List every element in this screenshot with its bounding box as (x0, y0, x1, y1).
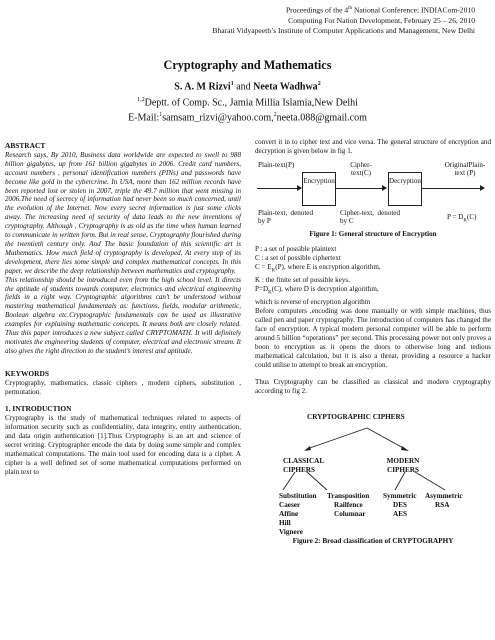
encryption-box: Encryption (302, 172, 336, 206)
leaf-railfence: Railfence (334, 501, 363, 510)
header-line-2: Computing For Nation Development, February 25 – 26, 2010 (288, 15, 475, 25)
node-transposition: Transposition (327, 492, 370, 501)
decryption-box: Decryption (388, 172, 422, 206)
decryption-formula: $P = D_K(C)$ (447, 212, 477, 224)
plain-text-label: Plain-text(P) (258, 160, 295, 169)
classification-paragraph: Thus Cryptography can be classified as classical and modern cryptography according to fig 2. (255, 378, 491, 396)
affiliation: $^{1,2}$Deptt. of Comp. Sc., Jamia Millia Islamia,New Delhi (137, 96, 358, 109)
leaf-aes: AES (393, 510, 407, 519)
author-block (0, 78, 495, 125)
conference-header (55, 4, 475, 36)
paper-title: Cryptography and Mathematics (163, 58, 332, 72)
abstract-paragraph-1: Research says, By 2010, Business data worldwide are expected to swell to 988 billion gigabytes, up from 161 billion gigabytes in 2006. Credit card numbers, account numbers , personal identification numbers (PINs) and passwords have become like gold in the cybercrime. In USA, more than 162 million records have been reported lost or stolen in 2007, triple the 49.7 million that went missing in 2006.The need of secrecy of information had never been so much concerned, until the evolution of the Internet. Now every secret information is just some clicks away. The increasing need of security of data leads to the new inventions of cryptography. Although , Cryptography is as old as the time when human learned to communicate in written form. But in real sense, Cryptography flourished during the twentieth century only. And The basic foundation of this scientific art is Mathematics. How much field of cryptography is developed, At every step of its development, there lies some simple and complex mathematical concepts. In this paper, we describe the deep relationship between mathematics and cryptography. (5, 150, 241, 275)
leaf-rsa: RSA (435, 501, 450, 510)
right-column (255, 138, 491, 546)
introduction-heading: 1. INTRODUCTION (5, 404, 72, 414)
leaf-des: DES (393, 501, 407, 510)
node-classical-ciphers: CLASSICAL CIPHERS (283, 457, 325, 475)
abstract-heading: ABSTRACT (5, 141, 46, 150)
cipher-text-denoted: Cipher-text, denoted by C (340, 208, 400, 226)
arrow-to-original (422, 188, 484, 189)
cipher-text-label: Cipher-text(C) (350, 160, 372, 178)
keywords-text: Cryptography, mathematics, classic ciphers , modern ciphers, substitution , permutation. (5, 378, 241, 396)
definition-decryption: $P=D_K(C)$, where D is decryption algorithm, (255, 284, 379, 296)
definition-k: K : the finite set of possible keys. (255, 275, 350, 284)
node-modern-ciphers: MODERN CIPHERS (386, 457, 420, 475)
author-names: S. A. M Rizvi$^1$ and Neeta Wadhwa$^2$ (174, 81, 321, 93)
left-column (5, 142, 241, 477)
abstract-paragraph-2: This relationship should be introduced even from the high school level. It directs the aptitude of students towards computer, electronics and electrical engineering fields in a right way. Cryptographic algorithms can’t be understood without mastering mathematical fundamentals as: functions, fields, modular arithmetic, Boolean algebra etc.Cryptographic fundamentals can be used as illustrative examples for explaining mathematic concepts. It means both are closely related. Thus this paper introduces a new subject called CRYPTOMATH. It will definitely motivates the engineering students of computer, electrical and electronic stream. It also gives the right direction to the student’s interest and aptitude. (5, 275, 241, 355)
node-substitution: Substitution (279, 492, 317, 501)
definition-reverse: which is reverse of encryption algorithm (255, 298, 371, 307)
email-link-1[interactable]: samsam_rizvi@yahoo.com, (162, 112, 274, 124)
root-cryptographic-ciphers: CRYPTOGRAPHIC CIPHERS (307, 413, 405, 422)
figure-2-diagram (255, 402, 491, 546)
figure-1-diagram (255, 159, 491, 245)
leaf-affine: Affine (279, 510, 299, 519)
header-line-1: Proceedings of the 4th National Conference; INDIACom-2010 (285, 5, 475, 15)
leaf-columnar: Columnar (334, 510, 366, 519)
leaf-vignere: Vignere (279, 528, 303, 537)
original-plain-text-label: OriginalPlain-text (P) (444, 160, 486, 178)
header-line-3: Bharati Vidyapeeth’s Institute of Computer Applications and Management, New Delhi (212, 25, 475, 35)
node-symmetric: Symmetric (383, 492, 417, 501)
plain-text-denoted: Plain-text, denoted by P (258, 208, 313, 226)
leaf-caeser: Caeser (279, 501, 301, 510)
figure-1-caption: Figure 1: General structure of Encryption (309, 229, 437, 238)
figure-2-caption: Figure 2: Broad classification of CRYPTOGRAPHY (292, 537, 454, 546)
definition-p: P : a set of possible plaintext (255, 244, 337, 253)
introduction-continued: convert it in to cipher text and vice versa. The general structure of encryption and decryption is given below in fig 1. (255, 138, 491, 155)
definition-c: C : a set of possible ciphertext (255, 253, 341, 262)
keywords-heading: KEYWORDS (5, 368, 49, 378)
definition-encryption: $C = E_K(P)$, where E is encryption algorithm, (255, 262, 381, 274)
leaf-hill: Hill (279, 519, 291, 528)
arrow-to-encryption (257, 188, 301, 189)
arrow-to-cipher (336, 188, 386, 189)
email-line: E-Mail:$^1$samsam_rizvi@yahoo.com,$^2$neeta.088@gmail.com (128, 112, 367, 124)
computers-paragraph: Before computers ,encoding was done manually or with simple machines, thus called pen and paper cryptography. The introduction of computers has changed the face of encryption. A typical modern personal computer will be able to perform around 5 billion “operations” per second. This processing power not only proves a boon to encryption as it opens the doors to otherwise long and tedious mathematical calculation, but it is also a threat, providing a resource a hacker could utilise to attempt to break an encryption. (255, 307, 491, 369)
introduction-paragraph: Cryptography is the study of mathematical techniques related to aspects of information security such as confidentiality, data integrity, entity authentication, and data origin authentication [1].Thus Cryptography is an art and science of secret writing. Cryptographer encode the data by doing some simple and complex mathematical computations. The main tool used for encoding data is a cipher. A cipher is a well defined set of some mathematical computations performed on plain text to (5, 414, 241, 476)
email-link-2[interactable]: neeta.088@gmail.com (276, 112, 367, 124)
node-asymmetric: Asymmetric (425, 492, 463, 501)
